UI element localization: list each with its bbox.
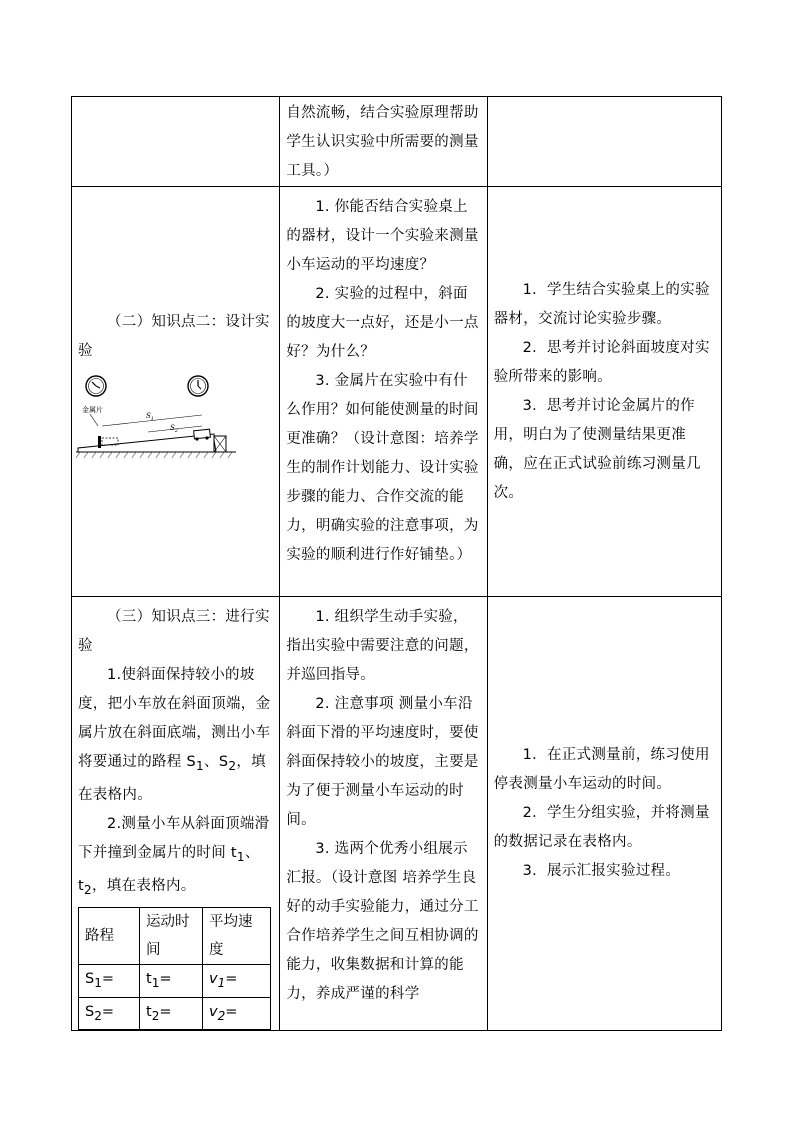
table-row bbox=[72, 187, 722, 597]
table-row bbox=[72, 97, 722, 187]
svg-text:S2 bbox=[170, 424, 178, 434]
step-2: 2.测量小车从斜面顶端滑下并撞到金属片的时间 $t_1$、$t_2$，填在表格内。 bbox=[78, 815, 270, 897]
cell-t1: $t_1=$ bbox=[140, 964, 203, 997]
student-activity-1: 1．学生结合实验桌上的实验器材，交流讨论实验步骤。 bbox=[493, 281, 710, 327]
table-row bbox=[79, 907, 271, 964]
distance-s1-subscript: 1 bbox=[150, 416, 154, 422]
row1-col2-cell bbox=[280, 97, 487, 187]
row3-col3-cell bbox=[487, 597, 721, 1031]
cell-t2: $t_2=$ bbox=[140, 997, 203, 1030]
table-row bbox=[79, 997, 271, 1030]
teacher-activity-3: 3. 选两个优秀小组展示汇报。（设计意图 培养学生良好的动手实验能力，通过分工合作培养学生之间互相协调的能力，收集数据和计算的能力，养成严谨的科学 bbox=[286, 841, 479, 1002]
row1-col3-cell bbox=[487, 97, 721, 187]
distance-s2-label: S bbox=[170, 424, 175, 432]
section-heading-design: （二）知识点二：设计实验 bbox=[78, 314, 270, 359]
row3-col1-cell bbox=[72, 597, 280, 1031]
question-2: 2. 实验的过程中，斜面的坡度大一点好，还是小一点好？为什么？ bbox=[286, 286, 479, 360]
cell-s1: $S_1=$ bbox=[79, 964, 140, 997]
teacher-activity-1: 1. 组织学生动手实验，指出实验中需要注意的问题，并巡回指导。 bbox=[286, 609, 479, 683]
header-speed: 平均速度 bbox=[203, 907, 271, 964]
section-heading-experiment: （三）知识点三：进行实验 bbox=[78, 609, 270, 654]
question-3: 3. 金属片在实验中有什么作用？如何能使测量的时间更准确？（设计意图：培养学生的制作计划能力、设计实验步骤的能力、合作交流的能力，明确实验的注意事项，为实验的顺利进行作好铺垫。） bbox=[286, 373, 479, 563]
table-row bbox=[72, 597, 722, 1031]
student-activity-2: 2．思考并讨论斜面坡度对实验所带来的影响。 bbox=[493, 339, 710, 385]
lesson-plan-table bbox=[71, 96, 722, 1031]
stopwatch-icon bbox=[188, 376, 208, 396]
header-time: 运动时间 bbox=[140, 907, 203, 964]
cell-v1: $v_1=$ bbox=[203, 964, 271, 997]
student-experiment-1: 1．在正式测量前，练习使用停表测量小车运动的时间。 bbox=[493, 747, 710, 793]
student-activity-3: 3．思考并讨论金属片的作用，明白为了使测量结果更准确，应在正式试验前练习测量几次。 bbox=[493, 397, 701, 501]
measurement-table bbox=[78, 907, 271, 1031]
student-experiment-3: 3．展示汇报实验过程。 bbox=[522, 863, 681, 880]
row1-col1-cell bbox=[72, 97, 280, 187]
teacher-activity-2: 2. 注意事项 测量小车沿斜面下滑的平均速度时，要使斜面保持较小的坡度，主要是为了便于测量小车运动的时间。 bbox=[286, 696, 479, 828]
question-1: 1. 你能否结合实验桌上的器材，设计一个实验来测量小车运动的平均速度？ bbox=[286, 199, 479, 273]
stopwatch-icon bbox=[86, 376, 106, 396]
row2-col3-cell bbox=[487, 187, 721, 597]
row2-col2-cell bbox=[280, 187, 487, 597]
incline-experiment-figure bbox=[76, 374, 236, 464]
header-distance: 路程 bbox=[79, 907, 140, 964]
student-experiment-2: 2．学生分组实验，并将测量的数据记录在表格内。 bbox=[493, 805, 710, 851]
row3-col2-cell bbox=[280, 597, 487, 1031]
cell-v2: $v_2=$ bbox=[203, 997, 271, 1030]
cell-s2: $S_2=$ bbox=[79, 997, 140, 1030]
row2-col1-cell bbox=[72, 187, 280, 597]
distance-s1-label: S bbox=[146, 412, 151, 420]
table-row bbox=[79, 964, 271, 997]
distance-s2-subscript: 2 bbox=[174, 428, 178, 434]
step-1: 1.使斜面保持较小的坡度，把小车放在斜面顶端，金属片放在斜面底端，测出小车将要通过的路程 $S_1$、$S_2$，填在表格内。 bbox=[78, 667, 271, 803]
metal-plate-label: 金属片 bbox=[82, 406, 103, 414]
row1-col2-text: 自然流畅，结合实验原理帮助学生认识实验中所需要的测量工具。） bbox=[286, 105, 479, 179]
svg-text:S1 bbox=[146, 412, 154, 422]
